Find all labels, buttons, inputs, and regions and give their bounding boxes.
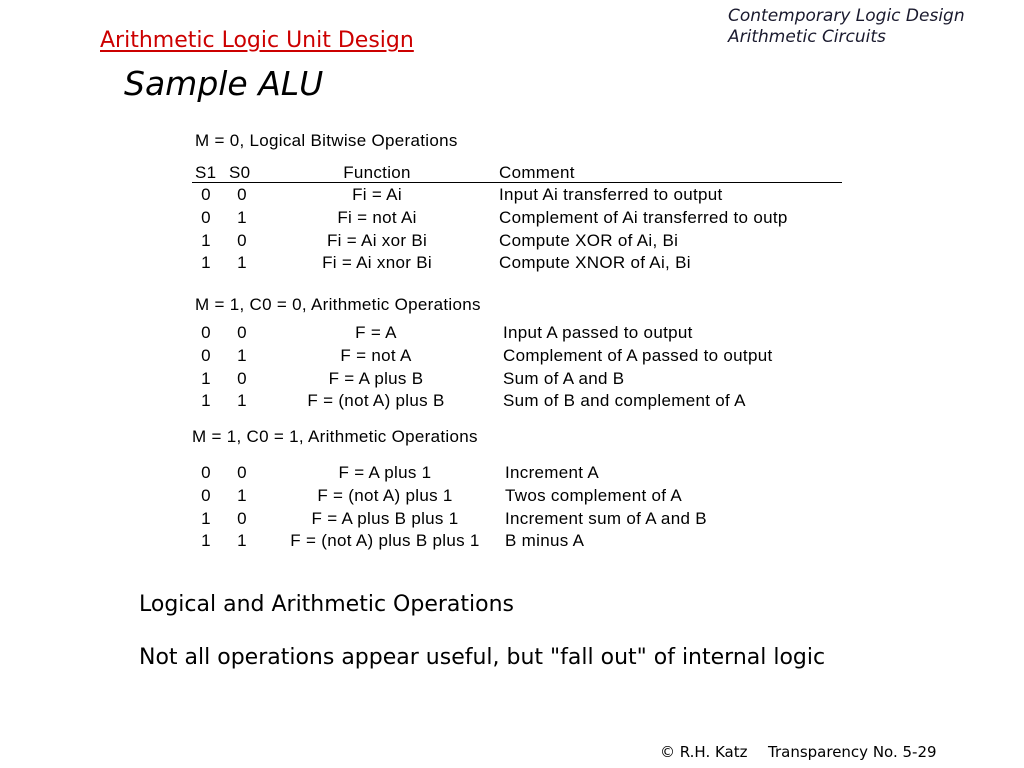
- s0-cell: 0: [237, 323, 247, 342]
- function-cell: F = A: [355, 323, 397, 342]
- s1-cell: 0: [201, 345, 211, 365]
- comment-cell: Complement of A passed to output: [503, 345, 773, 365]
- function-cell: F = A plus B: [328, 368, 424, 388]
- table-row: [0, 206, 1024, 229]
- s1-cell: 1: [201, 253, 211, 273]
- s0-cell: 1: [237, 485, 247, 505]
- s0-cell: 0: [237, 368, 247, 388]
- s1-cell: 0: [201, 323, 211, 342]
- s1-cell: 1: [201, 368, 211, 388]
- comment-cell: Compute XNOR of Ai, Bi: [499, 253, 691, 273]
- table-row: [0, 461, 1024, 484]
- s1-cell: 0: [201, 185, 211, 204]
- function-cell: F = A plus 1: [338, 463, 432, 482]
- bullet-text: Not all operations appear useful, but "fall out" of internal logic: [139, 645, 826, 670]
- s1-cell: 0: [201, 485, 211, 505]
- header-function: Function: [343, 163, 411, 182]
- course-title: Contemporary Logic Design: [728, 6, 965, 26]
- header-s0: S0: [229, 163, 251, 182]
- header-comment: Comment: [499, 163, 575, 182]
- arith-c0-1-title: M = 1, C0 = 1, Arithmetic Operations: [192, 427, 478, 446]
- table-row: [0, 367, 1024, 390]
- s0-cell: 0: [237, 230, 247, 250]
- comment-cell: Compute XOR of Ai, Bi: [499, 230, 679, 250]
- table-row: [0, 507, 1024, 530]
- s1-cell: 1: [201, 531, 211, 551]
- comment-cell: Complement of Ai transferred to outp: [499, 207, 788, 227]
- table-row: [0, 321, 1024, 344]
- s1-cell: 0: [201, 207, 211, 227]
- function-cell: Fi = Ai xor Bi: [326, 230, 428, 250]
- arith-c0-0-title: M = 1, C0 = 0, Arithmetic Operations: [195, 295, 481, 314]
- comment-cell: Sum of A and B: [503, 368, 625, 388]
- table-row: [0, 183, 1024, 206]
- s1-cell: 1: [201, 230, 211, 250]
- table-row: [0, 251, 1024, 274]
- function-cell: Fi = Ai xnor Bi: [322, 253, 432, 273]
- function-cell: F = (not A) plus B plus 1: [290, 531, 480, 551]
- table-row: [0, 229, 1024, 252]
- footer-copyright: © R.H. Katz: [660, 743, 748, 761]
- s1-cell: 1: [201, 508, 211, 528]
- function-cell: F = not A: [340, 345, 412, 365]
- chapter-title: Arithmetic Circuits: [728, 27, 886, 47]
- slide-title: Sample ALU: [124, 64, 324, 103]
- table-row: [0, 389, 1024, 412]
- function-cell: Fi = not Ai: [337, 207, 417, 227]
- s0-cell: 1: [237, 253, 247, 273]
- table-row: [0, 344, 1024, 367]
- s0-cell: 1: [237, 345, 247, 365]
- function-cell: F = (not A) plus 1: [317, 485, 453, 505]
- s1-cell: 1: [201, 391, 211, 411]
- footer-transparency: Transparency No. 5-29: [768, 743, 937, 761]
- function-cell: Fi = Ai: [352, 185, 402, 204]
- comment-cell: B minus A: [505, 531, 585, 551]
- comment-cell: Twos complement of A: [505, 485, 683, 505]
- course-header: [728, 6, 965, 48]
- comment-cell: Sum of B and complement of A: [503, 391, 746, 411]
- s0-cell: 0: [237, 185, 247, 204]
- comment-cell: Increment sum of A and B: [505, 508, 707, 528]
- table-header-row: [0, 161, 1024, 184]
- comment-cell: Increment A: [505, 463, 600, 482]
- header-s1: S1: [195, 163, 217, 182]
- s0-cell: 1: [237, 531, 247, 551]
- s0-cell: 0: [237, 508, 247, 528]
- section-title: Arithmetic Logic Unit Design: [100, 28, 414, 53]
- function-cell: F = A plus B plus 1: [311, 508, 459, 528]
- s0-cell: 0: [237, 463, 247, 482]
- comment-cell: Input Ai transferred to output: [499, 185, 723, 204]
- table-row: [0, 529, 1024, 552]
- table-row: [0, 484, 1024, 507]
- bullet-text: Logical and Arithmetic Operations: [139, 592, 514, 617]
- logical-ops-title: M = 0, Logical Bitwise Operations: [195, 131, 458, 150]
- comment-cell: Input A passed to output: [503, 323, 693, 342]
- s0-cell: 1: [237, 207, 247, 227]
- s0-cell: 1: [237, 391, 247, 411]
- s1-cell: 0: [201, 463, 211, 482]
- function-cell: F = (not A) plus B: [307, 391, 445, 411]
